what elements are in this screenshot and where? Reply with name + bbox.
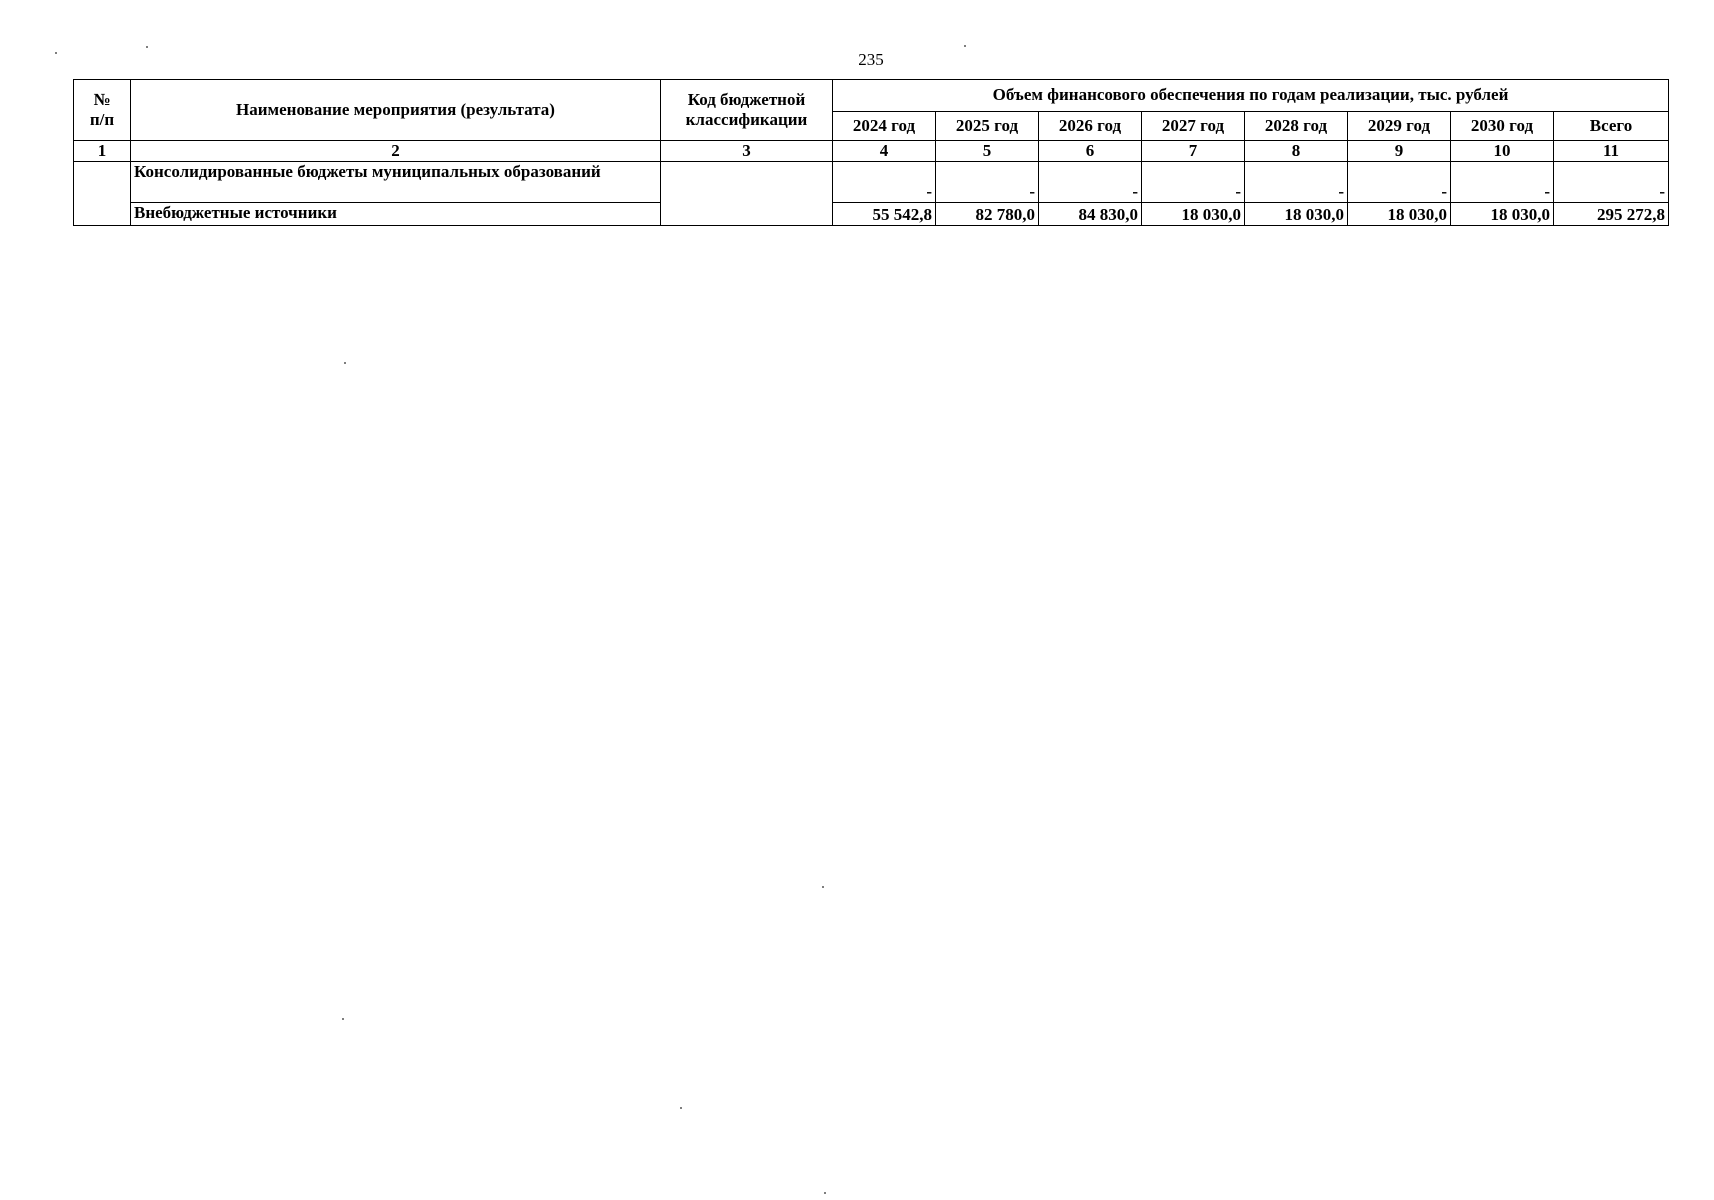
- value-cell: -: [1039, 162, 1142, 203]
- value-cell: 18 030,0: [1245, 203, 1348, 226]
- column-index: 1: [74, 141, 131, 162]
- value-cell: 84 830,0: [1039, 203, 1142, 226]
- value-cell: 82 780,0: [936, 203, 1039, 226]
- scan-speck: [146, 46, 148, 48]
- value-cell: 18 030,0: [1142, 203, 1245, 226]
- column-index: 7: [1142, 141, 1245, 162]
- scan-speck: [344, 362, 346, 364]
- value-cell: 55 542,8: [833, 203, 936, 226]
- column-index: 2: [131, 141, 661, 162]
- header-total: Всего: [1554, 111, 1669, 140]
- row-name: Внебюджетные источники: [131, 203, 661, 226]
- header-year: 2024 год: [833, 111, 936, 140]
- column-index: 11: [1554, 141, 1669, 162]
- header-volume: Объем финансового обеспечения по годам реализации, тыс. рублей: [833, 80, 1669, 112]
- header-year: 2028 год: [1245, 111, 1348, 140]
- column-index: 5: [936, 141, 1039, 162]
- column-index: 3: [661, 141, 833, 162]
- scan-speck: [342, 1018, 344, 1020]
- header-year: 2027 год: [1142, 111, 1245, 140]
- header-code: Код бюджетной классификации: [661, 80, 833, 141]
- scan-speck: [824, 1192, 826, 1194]
- financing-table-container: [73, 79, 1669, 226]
- value-cell: -: [833, 162, 936, 203]
- total-cell: 295 272,8: [1554, 203, 1669, 226]
- financing-table: [73, 79, 1669, 226]
- value-cell: -: [1451, 162, 1554, 203]
- value-cell: 18 030,0: [1451, 203, 1554, 226]
- value-cell: -: [1348, 162, 1451, 203]
- table-row: [74, 203, 1669, 226]
- scan-speck: [964, 45, 966, 47]
- header-name: Наименование мероприятия (результата): [131, 80, 661, 141]
- value-cell: -: [1142, 162, 1245, 203]
- row-number-cell: [74, 162, 131, 226]
- page-number: 235: [858, 50, 884, 69]
- column-index: 10: [1451, 141, 1554, 162]
- header-year: 2030 год: [1451, 111, 1554, 140]
- value-cell: -: [936, 162, 1039, 203]
- column-index: 6: [1039, 141, 1142, 162]
- row-name: Консолидированные бюджеты муниципальных образований: [131, 162, 661, 203]
- total-cell: -: [1554, 162, 1669, 203]
- value-cell: -: [1245, 162, 1348, 203]
- budget-code-cell: [661, 162, 833, 226]
- scan-speck: [822, 886, 824, 888]
- header-year: 2026 год: [1039, 111, 1142, 140]
- value-cell: 18 030,0: [1348, 203, 1451, 226]
- column-index: 4: [833, 141, 936, 162]
- column-index: 8: [1245, 141, 1348, 162]
- column-index-row: [74, 141, 1669, 162]
- table-row: [74, 162, 1669, 203]
- header-year: 2029 год: [1348, 111, 1451, 140]
- column-index: 9: [1348, 141, 1451, 162]
- scan-speck: [55, 52, 57, 54]
- header-year: 2025 год: [936, 111, 1039, 140]
- header-num: № п/п: [74, 80, 131, 141]
- scan-speck: [680, 1107, 682, 1109]
